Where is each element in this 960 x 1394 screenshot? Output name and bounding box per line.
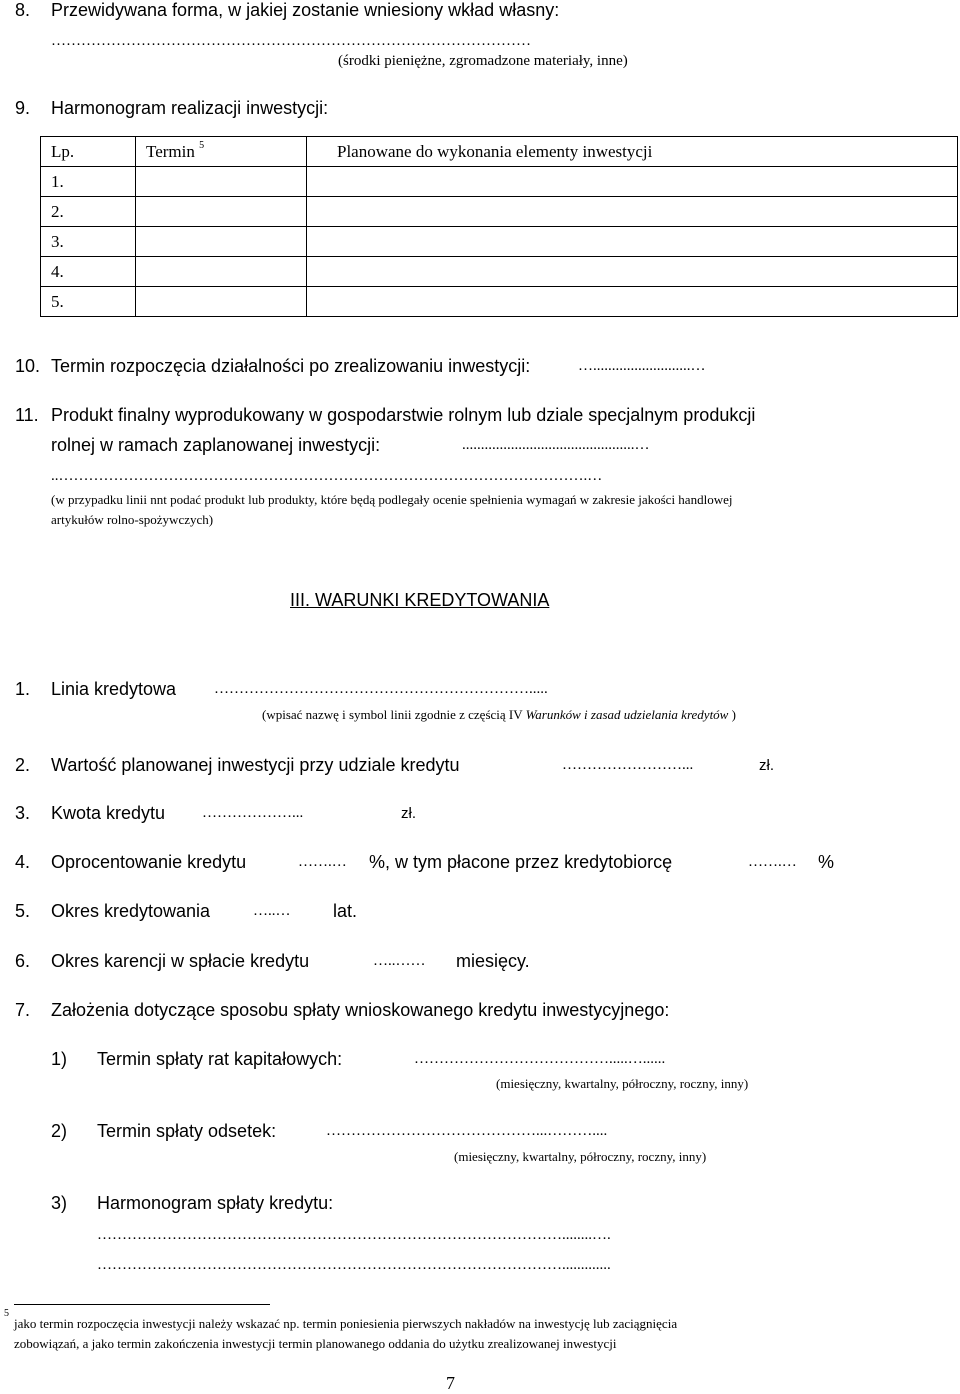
row-number: 3. [41,227,136,257]
item-11-line1: Produkt finalny wyprodukowany w gospodarstwie rolnym lub dziale specjalnym produkcji [51,405,756,425]
footnote-mark: 5 [4,1308,9,1319]
row-number: 1. [41,167,136,197]
item-10-number: 10. [15,356,41,376]
table-row [41,197,958,227]
r2-label: Termin spłaty odsetek: [97,1121,277,1141]
table-header-row [41,137,958,167]
c4-mid-text: %, w tym płacone przez kredytobiorcę [369,852,673,872]
r2-number: 2) [51,1121,68,1141]
c2-unit: zł. [759,757,774,774]
c4-number: 4. [15,852,31,872]
elements-cell[interactable] [307,287,958,317]
item-11-dots-line: ..…………………………………………………………………………………………….… [51,468,603,484]
r3-dots-line2: …………………………………………………………………………………............. [97,1257,611,1273]
table-row [41,257,958,287]
c6-number: 6. [15,951,31,971]
elements-cell[interactable] [307,167,958,197]
item-11-note-line2: artykułów rolno-spożywczych) [51,512,214,527]
c5-dots: …..… [253,903,291,919]
c6-label: Okres karencji w spłacie kredytu [51,951,310,971]
item-10-label: Termin rozpoczęcia działalności po zrealizowaniu inwestycji: [51,356,531,376]
c7-label: Założenia dotyczące sposobu spłaty wnioskowanego kredytu inwestycyjnego: [51,1000,670,1020]
r1-label: Termin spłaty rat kapitałowych: [97,1049,343,1069]
item-8-number: 8. [15,0,31,20]
term-cell[interactable] [136,167,307,197]
r2-dots: ……………………………………...……….... [326,1123,608,1139]
item-11-line2: rolnej w ramach zaplanowanej inwestycji: [51,435,381,455]
c3-number: 3. [15,803,31,823]
c5-unit: lat. [333,901,358,921]
c6-unit: miesięcy. [456,951,530,971]
c6-dots: …..…… [373,953,426,969]
r3-label: Harmonogram spłaty kredytu: [97,1193,334,1213]
c3-label: Kwota kredytu [51,803,166,823]
term-cell[interactable] [136,287,307,317]
table-row [41,227,958,257]
c4-dots1: …….… [298,854,347,870]
term-cell[interactable] [136,227,307,257]
footnote-separator [14,1304,270,1305]
c5-number: 5. [15,901,31,921]
footnote-ref: 5 [199,139,205,151]
elements-cell[interactable] [307,227,958,257]
item-9-number: 9. [15,98,31,118]
r3-dots-line1: …………………………………………………………………………………........…. [97,1227,611,1243]
section-title: III. WARUNKI KREDYTOWANIA [290,590,550,610]
r1-number: 1) [51,1049,68,1069]
page-number: 7 [446,1373,455,1393]
item-9-label: Harmonogram realizacji inwestycji: [51,98,329,118]
c4-label: Oprocentowanie kredytu [51,852,247,872]
c4-dots2: …….… [748,854,797,870]
term-cell[interactable] [136,197,307,227]
table-row [41,287,958,317]
elements-cell[interactable] [307,197,958,227]
c1-dots: ………………………………………………………..... [214,681,548,697]
r1-note: (miesięczny, kwartalny, półroczny, roczny, inny) [496,1076,749,1091]
header-term: Termin $^5$ [136,137,307,167]
c2-dots: ……………………... [562,757,694,773]
row-number: 4. [41,257,136,287]
c3-unit: zł. [401,805,416,822]
header-elements: Planowane do wykonania elementy inwestycji [307,137,958,167]
item-10-dots: …..........................… [578,358,706,374]
elements-cell[interactable] [307,257,958,287]
term-cell[interactable] [136,257,307,287]
item-11-dots: ..............................................… [462,437,650,453]
r3-number: 3) [51,1193,68,1213]
c4-percent: % [818,852,835,872]
item-11-number: 11. [15,405,39,425]
r2-note: (miesięczny, kwartalny, półroczny, roczny, inny) [454,1149,707,1164]
table-row [41,167,958,197]
footnote-line1: jako termin rozpoczęcia inwestycji należy wskazać np. termin poniesienia pierwszych nakładów na inwestycję lub zaciągnięcia [14,1316,678,1331]
c2-label: Wartość planowanej inwestycji przy udziale kredytu [51,755,460,775]
c5-label: Okres kredytowania [51,901,211,921]
investment-schedule-table [40,136,958,317]
item-8-dots: …………………………………………………………………………………… [51,33,531,49]
footnote-line2: zobowiązań, a jako termin zakończenia inwestycji termin planowanego oddania do użytku zrealizowanej inwestycji [14,1336,617,1351]
row-number: 5. [41,287,136,317]
r1-dots: ………………………………….....…...... [414,1051,666,1067]
c2-number: 2. [15,755,31,775]
c1-note: (wpisać nazwę i symbol linii zgodnie z częścią IV Warunków i zasad udzielania kredytów ) [262,707,736,722]
item-8-note: (środki pieniężne, zgromadzone materiały, inne) [338,53,628,69]
c3-dots: ………………... [202,805,304,821]
item-11-note-line1: (w przypadku linii nnt podać produkt lub produkty, które będą podlegały ocenie spełnienia wymagań w zakresie jakości handlowej [51,492,733,507]
c1-label: Linia kredytowa [51,679,177,699]
c1-number: 1. [15,679,31,699]
header-lp: Lp. [41,137,136,167]
row-number: 2. [41,197,136,227]
item-8-label: Przewidywana forma, w jakiej zostanie wniesiony wkład własny: [51,0,560,20]
c7-number: 7. [15,1000,31,1020]
